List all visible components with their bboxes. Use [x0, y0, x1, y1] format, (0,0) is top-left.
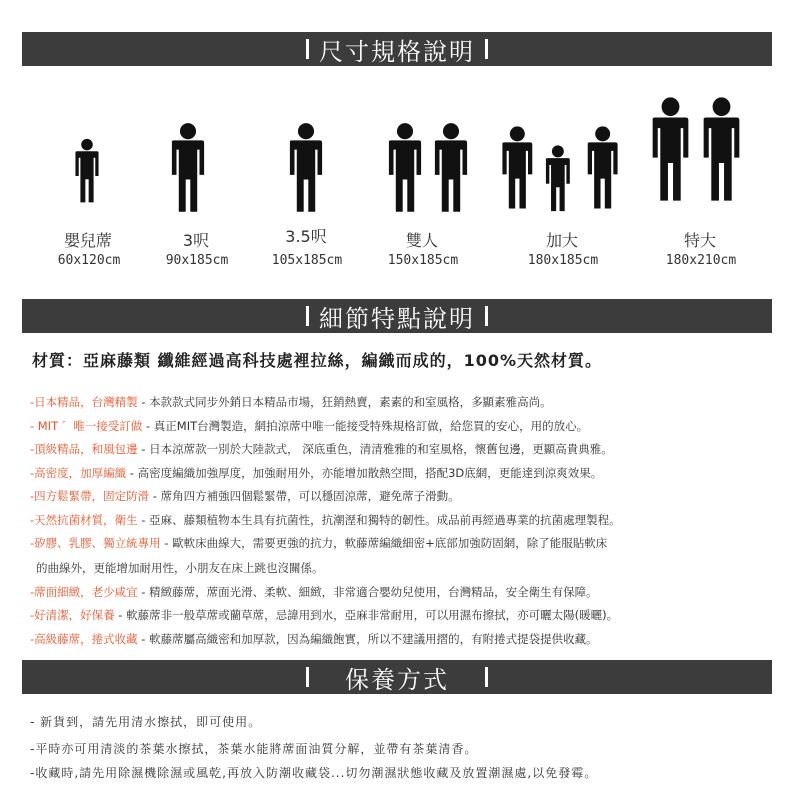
- feature-line: [30, 465, 602, 481]
- size-dimension: 150x185cm: [387, 253, 459, 268]
- size-label: 嬰兒蓆: [63, 231, 112, 250]
- feature-text: - 軟藤蓆非一般草蓆或藺草蓆，忌諱用到水，亞麻非常耐用，可以用濕布擦拭，亦可曬太陽(暖曬)。: [114, 608, 619, 622]
- material-statement: 材質：亞麻藤類 纖維經過高科技處裡拉絲，編織而成的，100%天然材質。: [32, 351, 603, 370]
- features-banner: [22, 299, 772, 333]
- size-dimension: 60x120cm: [57, 253, 121, 268]
- feature-line: [30, 631, 598, 647]
- feature-tag: -矽膠、乳膠、獨立統專用: [30, 536, 161, 550]
- feature-text: - 亞麻、藤類植物本生具有抗菌性，抗潮溼和獨特的韌性。成品前再經過專業的抗菌處理製程。: [137, 513, 621, 527]
- feature-line: [30, 418, 588, 434]
- care-title: 保養方式: [345, 665, 449, 694]
- feature-text: - 本款款式同步外銷日本精品市場，狂銷熱賣，素素的和室風格，多顯素雅高尚。: [137, 395, 552, 409]
- feature-line: [30, 488, 460, 504]
- feature-line: [30, 441, 613, 457]
- size-dimension: 180x185cm: [527, 253, 599, 268]
- feature-text: - 歐軟床曲線大，需要更強的抗力，軟藤蓆編織細密+底部加強防固網，除了能服貼軟床: [160, 536, 608, 550]
- feature-tag: -好清潔，好保養: [30, 608, 115, 622]
- divider: [306, 39, 309, 59]
- care-line: -收藏時,請先用除濕機除濕或風乾,再放入防潮收藏袋...切勿潮濕狀態收藏及放置潮濕處,以免發霉。: [30, 766, 598, 780]
- feature-tag: -四方鬆緊帶，固定防滑: [30, 489, 150, 503]
- feature-line: [36, 560, 324, 576]
- feature-tag: -高密度，加厚編織: [30, 466, 127, 480]
- care-line: - 新貨到，請先用清水擦拭，即可使用。: [30, 715, 262, 729]
- sizes-banner: [22, 32, 772, 66]
- couple-icon: [380, 122, 476, 214]
- feature-line: [30, 607, 618, 623]
- size-label: 加大: [545, 231, 578, 250]
- feature-tag: - MIT ゛唯一接受訂做: [30, 419, 143, 433]
- person-3ft-icon: [164, 122, 212, 214]
- family-icon: [496, 122, 624, 214]
- size-dimension: 90x185cm: [165, 253, 229, 268]
- feature-text: - 高密度編織加強厚度，加強耐用外，亦能增加散熱空間，搭配3D底網，更能達到涼爽效果。: [126, 466, 603, 480]
- divider: [306, 306, 309, 326]
- feature-tag: -日本精品，台灣精製: [30, 395, 138, 409]
- feature-line: [30, 535, 607, 551]
- care-line: -平時亦可用清淡的茶葉水擦拭，茶葉水能將蓆面油質分解，並帶有茶葉清香。: [30, 742, 478, 756]
- feature-line: [30, 394, 552, 410]
- divider: [485, 667, 488, 687]
- divider: [485, 306, 488, 326]
- divider: [306, 667, 309, 687]
- tall-couple-icon: [645, 96, 747, 214]
- feature-line: [30, 512, 621, 528]
- feature-text: - 軟藤蓆屬高織密和加厚款，因為編織飽實，所以不建議用摺的，有附捲式提袋提供收藏。: [137, 632, 598, 646]
- baby-figure-icon: [70, 138, 104, 204]
- person-3.5ft-icon: [282, 122, 330, 214]
- feature-line: [30, 584, 598, 600]
- size-dimension: 105x185cm: [271, 253, 343, 268]
- size-dimension: 180x210cm: [665, 253, 737, 268]
- feature-tag: -頂級精品，和風包邊: [30, 442, 138, 456]
- care-banner: [22, 660, 772, 694]
- size-label: 雙人: [405, 231, 438, 250]
- feature-text: 的曲線外，更能增加耐用性，小朋友在床上跳也沒關係。: [36, 561, 324, 575]
- size-label: 3呎: [182, 231, 210, 250]
- sizes-title: 尺寸規格說明: [319, 37, 475, 66]
- feature-tag: -蓆面細緻，老少咸宜: [30, 585, 138, 599]
- feature-tag: -高級藤蓆，捲式收藏: [30, 632, 138, 646]
- feature-tag: -天然抗菌材質，衛生: [30, 513, 138, 527]
- feature-text: - 精緻藤蓆，蓆面光滑、柔軟、細緻，非常適合嬰幼兒使用，台灣精品，安全衛生有保障。: [137, 585, 598, 599]
- size-label: 3.5呎: [285, 227, 327, 246]
- feature-text: - 蓆角四方補強四個鬆緊帶，可以穩固涼蓆，避免蓆子滑動。: [149, 489, 460, 503]
- feature-text: - 真正MIT台灣製造，網拍涼蓆中唯一能接受特殊規格訂做，給您買的安心，用的放心。: [142, 419, 589, 433]
- features-title: 細節特點說明: [319, 304, 475, 333]
- size-label: 特大: [683, 231, 716, 250]
- feature-text: - 日本涼蓆款一別於大陸款式， 深底重色，清清雅雅的和室風格，懷舊包邊，更顯高貴典雅。: [137, 442, 613, 456]
- divider: [485, 39, 488, 59]
